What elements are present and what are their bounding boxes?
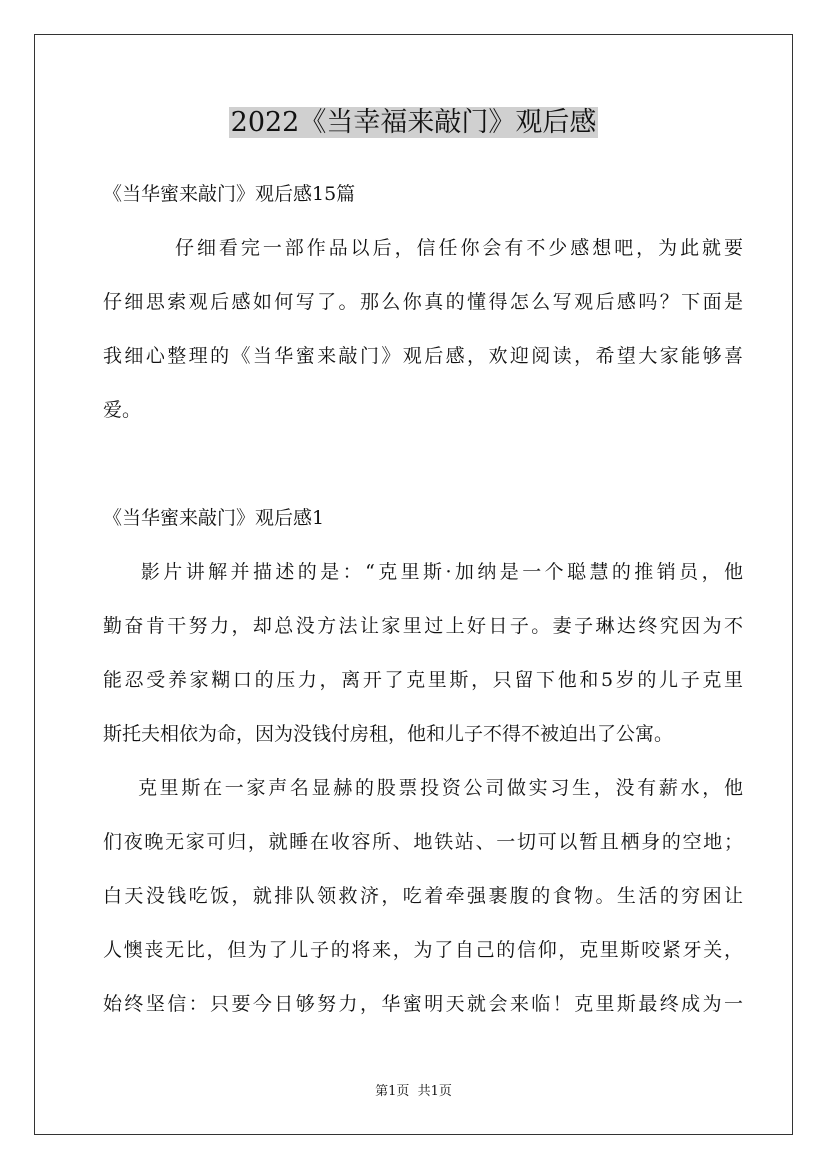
page-number-footer: 第1页 共1页: [375, 1084, 452, 1099]
paragraph-line: 克里斯在一家声名显赫的股票投资公司做实习生，没有薪水，他: [103, 777, 743, 799]
paragraph-line: 始终坚信：只要今日够努力，华蜜明天就会来临！克里斯最终成为一: [103, 993, 743, 1015]
paragraph-line: 斯托夫相依为命，因为没钱付房租，他和儿子不得不被迫出了公寓。: [103, 723, 674, 745]
intro-line: 爱。: [103, 399, 142, 421]
subtitle: 《当华蜜来敲门》观后感15篇: [103, 183, 356, 205]
paragraph-line: 勤奋肯干努力，却总没方法让家里过上好日子。妻子琳达终究因为不: [103, 615, 743, 637]
document-title: [0, 103, 827, 143]
paragraph-line: 能忍受养家糊口的压力，离开了克里斯，只留下他和5岁的儿子克里: [103, 669, 743, 691]
paragraph-line: 白天没钱吃饭，就排队领救济，吃着牵强裹腹的食物。生活的穷困让: [103, 885, 743, 907]
intro-line: 仔细看完一部作品以后，信任你会有不少感想吧，为此就要: [103, 237, 743, 259]
paragraph-line: 影片讲解并描述的是：“克里斯·加纳是一个聪慧的推销员，他: [103, 561, 743, 583]
intro-line: 仔细思索观后感如何写了。那么你真的懂得怎么写观后感吗？下面是: [103, 291, 743, 313]
section-heading: 《当华蜜来敲门》观后感1: [103, 507, 325, 529]
paragraph-line: 们夜晚无家可归，就睡在收容所、地铁站、一切可以暂且栖身的空地；: [103, 831, 743, 853]
intro-line: 我细心整理的《当华蜜来敲门》观后感，欢迎阅读，希望大家能够喜: [103, 345, 743, 367]
document-title-text: 2022《当幸福来敲门》观后感: [230, 107, 597, 138]
paragraph-line: 人懊丧无比，但为了儿子的将来，为了自己的信仰，克里斯咬紧牙关，: [103, 939, 743, 961]
